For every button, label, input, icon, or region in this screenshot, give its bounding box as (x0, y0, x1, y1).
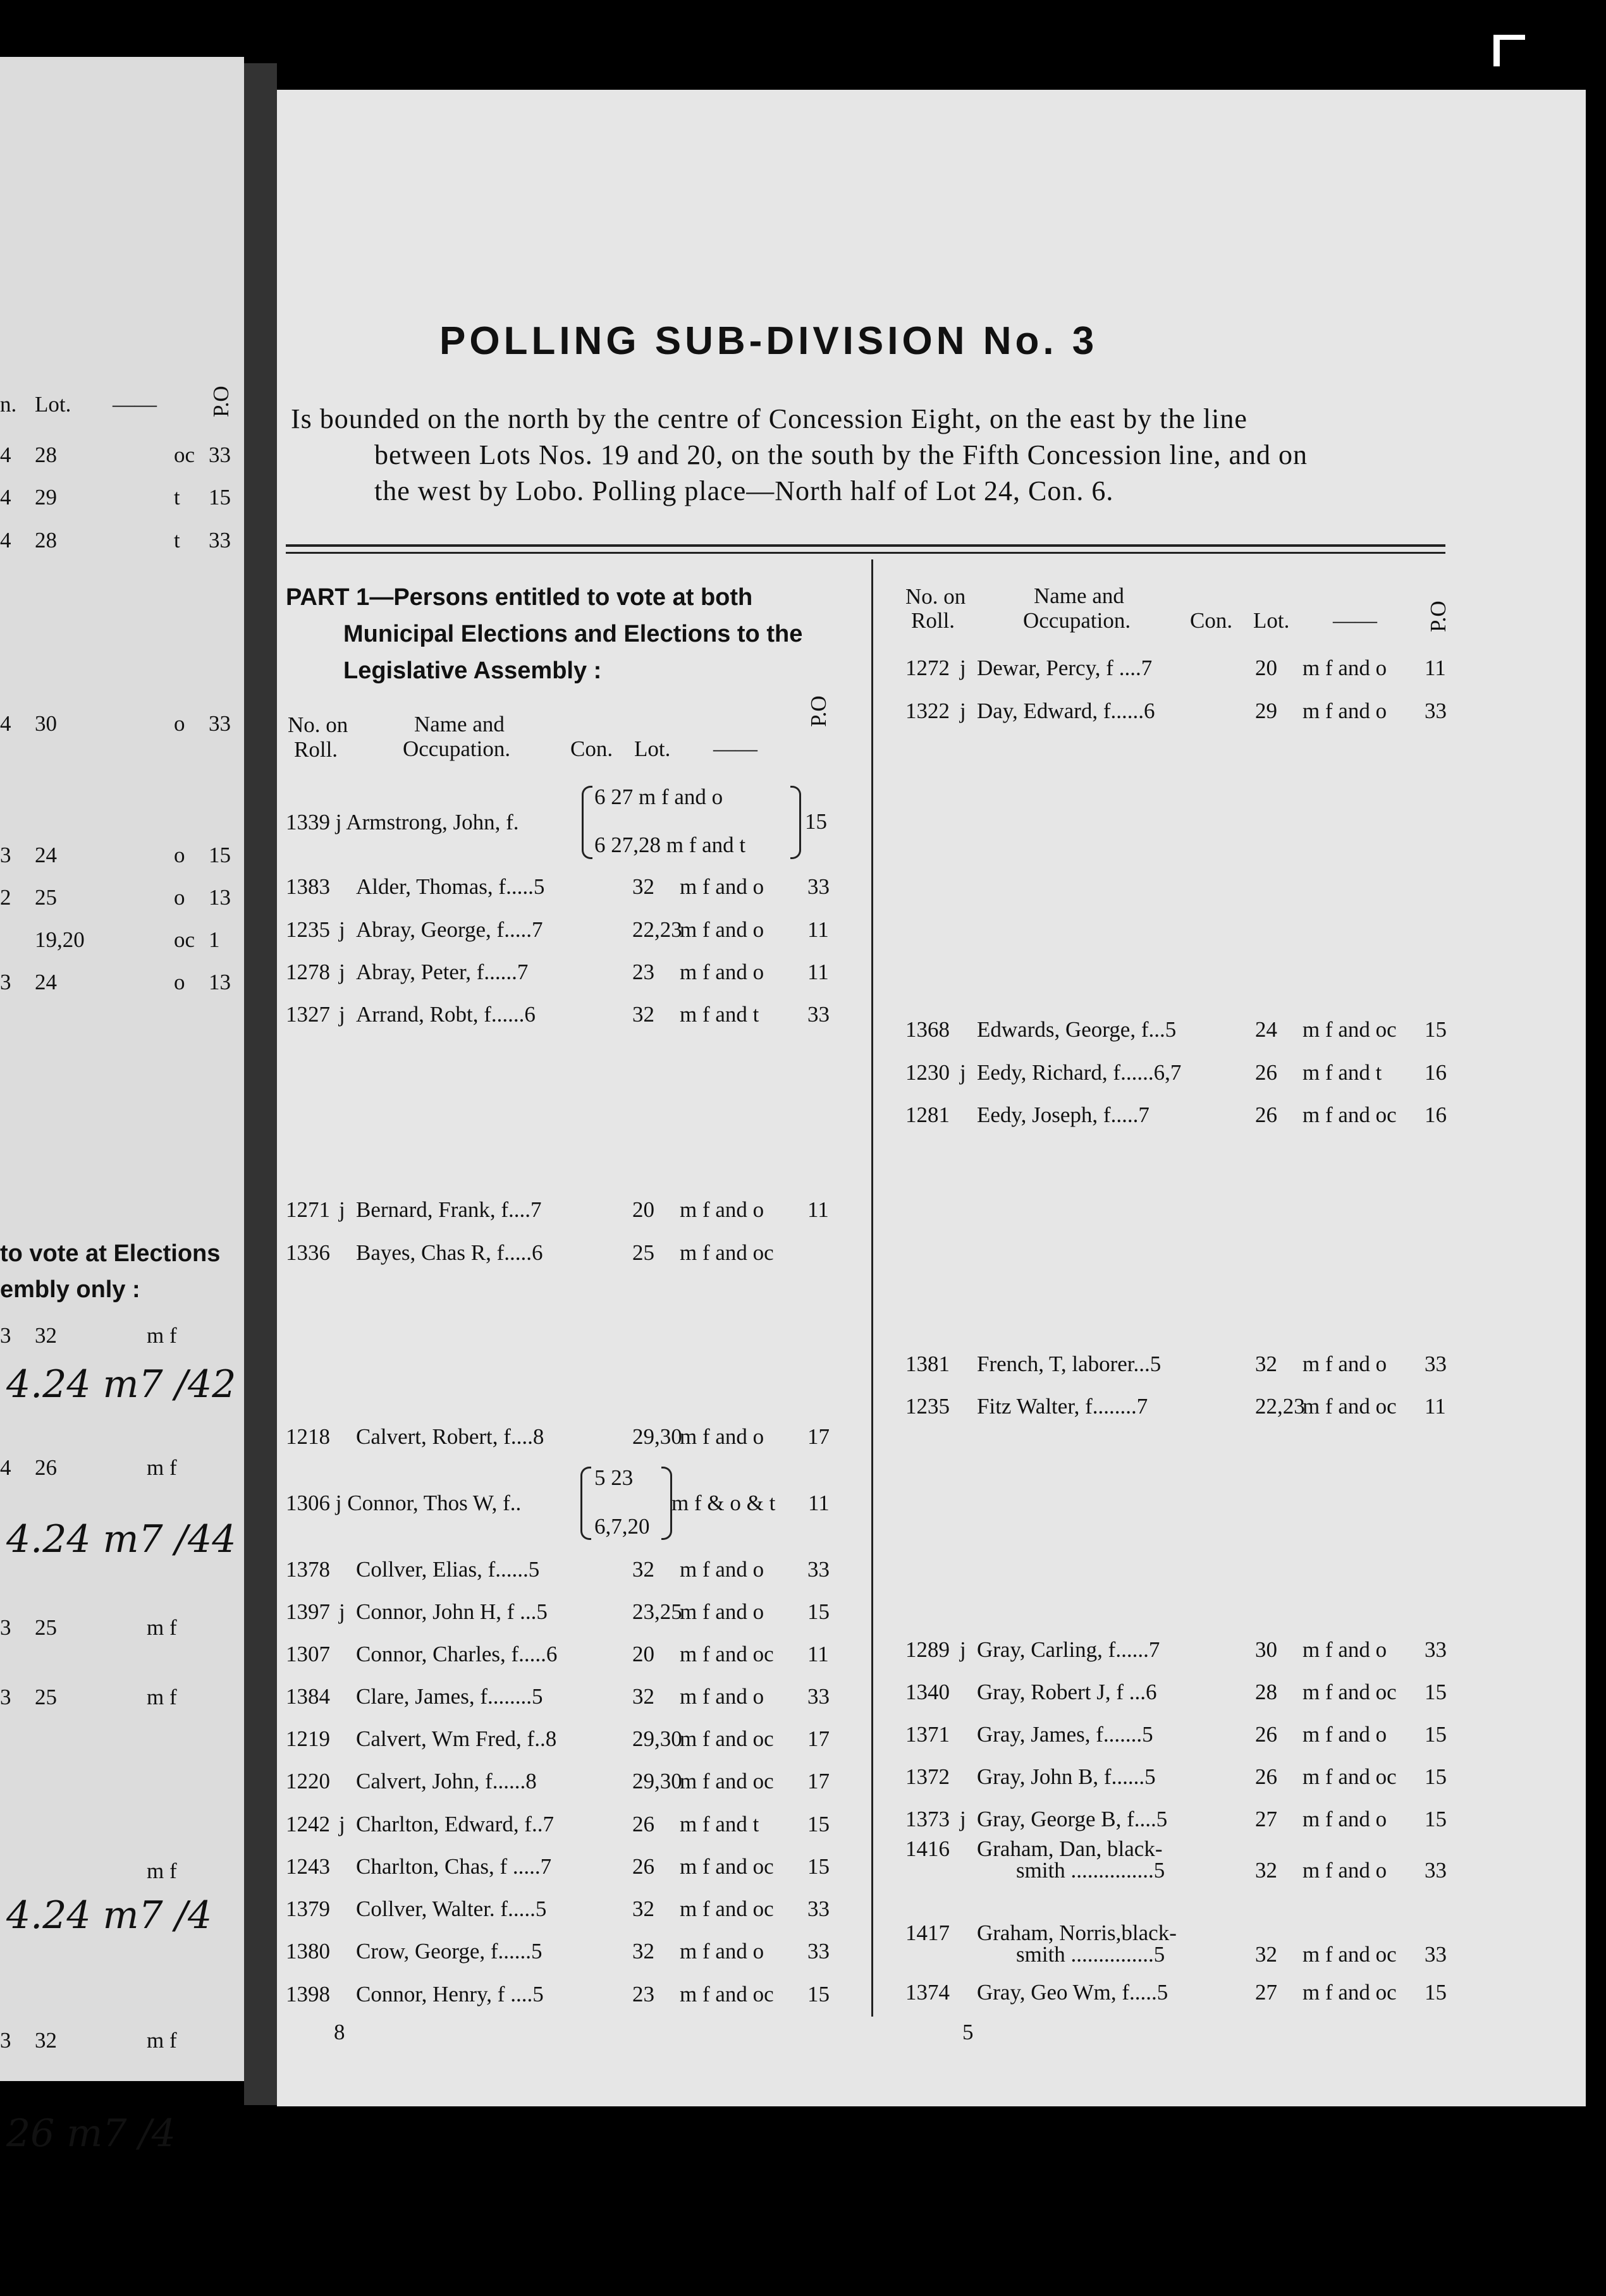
fragment-part2-line-1: to vote at Elections (0, 1240, 221, 1267)
roll-number: 1322 (905, 699, 950, 723)
qualification: m f and t (680, 1812, 759, 1836)
juror-mark: j (960, 699, 966, 723)
roll-number: 1378 (286, 1557, 330, 1582)
lot-number: 32 (1255, 1858, 1277, 1883)
post-office: 15 (1425, 1807, 1447, 1831)
fragment-con: 3 (0, 843, 11, 867)
fragment-lot: 28 (35, 443, 57, 467)
voter-name: Clare, James, f........5 (356, 1684, 543, 1709)
qualification: m f and o (1303, 656, 1387, 680)
fragment-po: 15 (209, 485, 231, 510)
voter-name: Gray, John B, f......5 (977, 1764, 1156, 1789)
roll-number: 1220 (286, 1769, 330, 1793)
voter-name: Collver, Walter. f.....5 (356, 1896, 547, 1921)
qualification: m f and oc (680, 1642, 774, 1666)
qualification: m f and o (1303, 699, 1387, 723)
post-office: 33 (807, 1684, 830, 1709)
voter-name: Gray, George B, f....5 (977, 1807, 1168, 1831)
post-office: 16 (1425, 1102, 1447, 1127)
roll-number: 1235 (905, 1394, 950, 1419)
qualification: m f and o (680, 917, 764, 942)
fragment-con: 4 (0, 528, 11, 553)
qualification: m f and oc (680, 1982, 774, 2006)
post-office: 33 (1425, 1352, 1447, 1376)
qualification: m f and oc (1303, 1102, 1397, 1127)
corner-mark-bar (1500, 35, 1525, 40)
lot-number: 29,30 (632, 1726, 682, 1751)
roll-number: 1242 (286, 1812, 330, 1836)
voter-name: Arrand, Robt, f......6 (356, 1002, 536, 1027)
right-page-number: 5 (962, 2020, 974, 2044)
voter-name: Eedy, Joseph, f.....7 (977, 1102, 1149, 1127)
armstrong-line-1: 6 27 m f and o (594, 785, 723, 809)
fragment-qual: t (174, 485, 180, 510)
fragment-po: 33 (209, 443, 231, 467)
qualification: m f and t (680, 1002, 759, 1027)
qualification: m f and o (1303, 1352, 1387, 1376)
qualification: m f and oc (1303, 1394, 1397, 1419)
post-office: 17 (807, 1424, 830, 1449)
lot-number: 24 (1255, 1017, 1277, 1042)
part1-heading-line-2: Municipal Elections and Elections to the (343, 621, 803, 647)
post-office: 17 (807, 1769, 830, 1793)
voter-name: Graham, Norris,black- (977, 1920, 1177, 1945)
juror-mark: j (339, 1812, 345, 1836)
juror-mark: j (339, 917, 345, 942)
roll-number: 1374 (905, 1980, 950, 2005)
voter-name: Dewar, Percy, f ....7 (977, 656, 1153, 680)
voter-name: Calvert, Wm Fred, f..8 (356, 1726, 557, 1751)
post-office: 15 (1425, 1680, 1447, 1704)
fragment-con: 3 (0, 1685, 11, 1709)
fragment-header-3: P.O (209, 386, 233, 417)
fragment-con: 4 (0, 711, 11, 736)
fragment-lot: 25 (35, 1685, 57, 1709)
header-po: P.O (806, 695, 831, 727)
connor-line-2: 6,7,20 (594, 1514, 650, 1539)
fragment-qual: oc (174, 443, 195, 467)
right-brace (790, 786, 801, 859)
post-office: 11 (1425, 656, 1446, 680)
juror-mark: j (339, 960, 345, 984)
fragment-con: 3 (0, 1323, 11, 1348)
post-office: 16 (1425, 1060, 1447, 1085)
fragment-qual: m f (147, 2028, 177, 2053)
qualification: m f and o (680, 874, 764, 899)
post-office: 33 (807, 874, 830, 899)
fragment-lot: 24 (35, 843, 57, 867)
handwritten-note: 4.24 m7 /4 (6, 1893, 212, 1938)
fragment-po: 1 (209, 927, 220, 952)
roll-number: 1381 (905, 1352, 950, 1376)
fragment-po: 13 (209, 970, 231, 994)
voter-name: Day, Edward, f......6 (977, 699, 1155, 723)
qualification: m f and oc (680, 1854, 774, 1879)
juror-mark: j (960, 1807, 966, 1831)
lot-number: 32 (632, 1002, 654, 1027)
lot-number: 29 (1255, 699, 1277, 723)
roll-number: 1235 (286, 917, 330, 942)
post-office: 33 (807, 1002, 830, 1027)
qualification: m f and o (1303, 1637, 1387, 1662)
intro-line-1: Is bounded on the north by the centre of Concession Eight, on the east by the line (291, 403, 1247, 434)
juror-mark: j (960, 656, 966, 680)
roll-number: 1383 (286, 874, 330, 899)
qualification: m f and oc (1303, 1980, 1397, 2005)
roll-number: 1336 (286, 1240, 330, 1265)
fragment-lot: 19,20 (35, 927, 85, 952)
fragment-po: 33 (209, 711, 231, 736)
fragment-qual: o (174, 843, 185, 867)
roll-number: 1327 (286, 1002, 330, 1027)
fragment-qual: o (174, 711, 185, 736)
post-office: 11 (807, 1197, 829, 1222)
header-roll: Roll. (911, 608, 955, 633)
fragment-con: 4 (0, 443, 11, 467)
handwritten-note: 4.24 m7 /44 (6, 1517, 236, 1561)
fragment-po: 13 (209, 885, 231, 910)
lot-number: 20 (1255, 656, 1277, 680)
lot-number: 20 (632, 1642, 654, 1666)
header-occupation: Occupation. (403, 736, 511, 761)
part1-heading-line-3: Legislative Assembly : (343, 657, 602, 684)
header-con: Con. (1190, 608, 1233, 633)
fragment-part2-line-2: embly only : (0, 1276, 140, 1303)
intro-line-2: between Lots Nos. 19 and 20, on the south by the Fifth Concession line, and on (374, 439, 1308, 470)
voter-name: French, T, laborer...5 (977, 1352, 1162, 1376)
voter-name: Connor, Charles, f.....6 (356, 1642, 558, 1666)
lot-number: 26 (1255, 1722, 1277, 1747)
lot-number: 23,25 (632, 1599, 682, 1624)
fragment-qual: o (174, 970, 185, 994)
fragment-con: 2 (0, 885, 11, 910)
handwritten-note: 26 m7 /4 (6, 2111, 176, 2156)
fragment-lot: 26 (35, 1455, 57, 1480)
voter-name: Calvert, Robert, f....8 (356, 1424, 544, 1449)
page-gutter (244, 63, 277, 2105)
lot-number: 25 (632, 1240, 654, 1265)
voter-name: Edwards, George, f...5 (977, 1017, 1177, 1042)
lot-number: 32 (632, 874, 654, 899)
header-po: P.O (1426, 601, 1450, 632)
post-office: 11 (807, 960, 829, 984)
header-no-on: No. on (905, 584, 966, 609)
qualification: m f and o (680, 960, 764, 984)
header-lot: Lot. (634, 736, 671, 761)
fragment-lot: 25 (35, 885, 57, 910)
voter-name: Fitz Walter, f........7 (977, 1394, 1148, 1419)
lot-number: 23 (632, 960, 654, 984)
voter-name: Charlton, Edward, f..7 (356, 1812, 554, 1836)
left-page-fragment (0, 57, 244, 2081)
roll-number: 1379 (286, 1896, 330, 1921)
voter-name: Eedy, Richard, f......6,7 (977, 1060, 1182, 1085)
voter-name: Crow, George, f......5 (356, 1939, 542, 1963)
fragment-qual: m f (147, 1323, 177, 1348)
lot-number: 26 (1255, 1060, 1277, 1085)
post-office: 11 (807, 1642, 829, 1666)
connor-line-1: 5 23 (594, 1465, 634, 1490)
left-page-number: 8 (334, 2020, 345, 2044)
roll-number: 1272 (905, 656, 950, 680)
connor-prefix: 1306 j Connor, Thos W, f.. (286, 1491, 522, 1515)
voter-name: Gray, James, f.......5 (977, 1722, 1153, 1747)
lot-number: 29,30 (632, 1424, 682, 1449)
fragment-qual: m f (147, 1615, 177, 1640)
voter-name: Collver, Elias, f......5 (356, 1557, 540, 1582)
roll-number: 1371 (905, 1722, 950, 1747)
header-lot: Lot. (1253, 608, 1290, 633)
qualification: m f and oc (1303, 1017, 1397, 1042)
header-name-and: Name and (414, 712, 505, 736)
fragment-lot: 28 (35, 528, 57, 553)
roll-number: 1271 (286, 1197, 330, 1222)
right-page (277, 90, 1586, 2106)
post-office: 33 (807, 1939, 830, 1963)
roll-number: 1340 (905, 1680, 950, 1704)
voter-name: Graham, Dan, black- (977, 1836, 1163, 1861)
qualification: m f and o (680, 1939, 764, 1963)
roll-number: 1218 (286, 1424, 330, 1449)
qualification: m f and o (1303, 1807, 1387, 1831)
voter-name: Abray, Peter, f......7 (356, 960, 529, 984)
lot-number: 28 (1255, 1680, 1277, 1704)
armstrong-line-2: 6 27,28 m f and t (594, 833, 746, 857)
qualification: m f and o (680, 1599, 764, 1624)
voter-occupation-cont: smith ...............5 (1016, 1858, 1165, 1883)
juror-mark: j (960, 1060, 966, 1085)
post-office: 11 (807, 917, 829, 942)
roll-number: 1398 (286, 1982, 330, 2006)
roll-number: 1417 (905, 1920, 950, 1945)
post-office: 15 (1425, 1764, 1447, 1789)
voter-name: Alder, Thomas, f.....5 (356, 874, 545, 899)
fragment-qual: m f (147, 1455, 177, 1480)
voter-name: Gray, Robert J, f ...6 (977, 1680, 1157, 1704)
post-office: 15 (807, 1982, 830, 2006)
fragment-con: 3 (0, 970, 11, 994)
fragment-qual: oc (174, 927, 195, 952)
voter-name: Bernard, Frank, f....7 (356, 1197, 542, 1222)
lot-number: 29,30 (632, 1769, 682, 1793)
header-roll: Roll. (294, 737, 338, 762)
qualification: m f and o (680, 1424, 764, 1449)
qualification: m f and oc (1303, 1680, 1397, 1704)
post-office: 15 (1425, 1980, 1447, 2005)
roll-number: 1281 (905, 1102, 950, 1127)
fragment-po: 15 (209, 843, 231, 867)
fragment-lot: 25 (35, 1615, 57, 1640)
qualification: m f and oc (680, 1726, 774, 1751)
lot-number: 26 (632, 1854, 654, 1879)
connor-po: 11 (808, 1491, 830, 1515)
voter-occupation-cont: smith ...............5 (1016, 1942, 1165, 1967)
voter-name: Charlton, Chas, f .....7 (356, 1854, 552, 1879)
roll-number: 1416 (905, 1836, 950, 1861)
qualification: m f and o (1303, 1722, 1387, 1747)
post-office: 33 (1425, 1637, 1447, 1662)
roll-number: 1397 (286, 1599, 330, 1624)
fragment-po: 33 (209, 528, 231, 553)
fragment-qual: m f (147, 1859, 177, 1883)
lot-number: 22,23 (1255, 1394, 1305, 1419)
voter-name: Gray, Carling, f......7 (977, 1637, 1160, 1662)
fragment-lot: 32 (35, 1323, 57, 1348)
roll-number: 1230 (905, 1060, 950, 1085)
fragment-qual: t (174, 528, 180, 553)
lot-number: 30 (1255, 1637, 1277, 1662)
qualification: m f and oc (680, 1896, 774, 1921)
roll-number: 1368 (905, 1017, 950, 1042)
fragment-lot: 24 (35, 970, 57, 994)
part1-heading-line-1: PART 1—Persons entitled to vote at both (286, 584, 753, 611)
header-con: Con. (570, 736, 613, 761)
lot-number: 22,23 (632, 917, 682, 942)
qualification: m f and o (680, 1684, 764, 1709)
fragment-con: 3 (0, 2028, 11, 2053)
post-office: 15 (807, 1599, 830, 1624)
fragment-qual: m f (147, 1685, 177, 1709)
post-office: 33 (1425, 1858, 1447, 1883)
fragment-lot: 30 (35, 711, 57, 736)
armstrong-po: 15 (805, 809, 827, 834)
juror-mark: j (960, 1637, 966, 1662)
lot-number: 26 (1255, 1764, 1277, 1789)
qualification: m f and t (1303, 1060, 1382, 1085)
lot-number: 23 (632, 1982, 654, 2006)
corner-mark (1493, 35, 1500, 66)
qualification: m f and o (680, 1557, 764, 1582)
roll-number: 1380 (286, 1939, 330, 1963)
handwritten-note: 4.24 m7 /42 (6, 1362, 236, 1407)
lot-number: 26 (1255, 1102, 1277, 1127)
lot-number: 27 (1255, 1980, 1277, 2005)
voter-name: Connor, Henry, f ....5 (356, 1982, 544, 2006)
lot-number: 27 (1255, 1807, 1277, 1831)
right-brace (661, 1467, 672, 1540)
roll-number: 1372 (905, 1764, 950, 1789)
intro-line-3: the west by Lobo. Polling place—North half of Lot 24, Con. 6. (374, 475, 1114, 506)
lot-number: 20 (632, 1197, 654, 1222)
header-dash: —— (713, 736, 757, 761)
voter-name: Bayes, Chas R, f.....6 (356, 1240, 543, 1265)
qualification: m f and oc (680, 1769, 774, 1793)
juror-mark: j (339, 1599, 345, 1624)
qualification: m f and o (1303, 1858, 1387, 1883)
header-occupation: Occupation. (1023, 608, 1131, 633)
juror-mark: j (339, 1197, 345, 1222)
armstrong-prefix: 1339 j Armstrong, John, f. (286, 810, 519, 834)
post-office: 33 (1425, 699, 1447, 723)
qualification: m f and oc (1303, 1764, 1397, 1789)
post-office: 33 (1425, 1942, 1447, 1967)
lot-number: 32 (1255, 1942, 1277, 1967)
roll-number: 1278 (286, 960, 330, 984)
lot-number: 32 (632, 1557, 654, 1582)
post-office: 11 (1425, 1394, 1446, 1419)
fragment-lot: 29 (35, 485, 57, 510)
lot-number: 32 (632, 1939, 654, 1963)
fragment-header-2: —— (113, 392, 157, 417)
fragment-con: 3 (0, 1615, 11, 1640)
page-title: POLLING SUB-DIVISION No. 3 (439, 319, 1098, 363)
header-dash: —— (1333, 608, 1377, 633)
post-office: 15 (807, 1812, 830, 1836)
lot-number: 32 (632, 1896, 654, 1921)
voter-name: Gray, Geo Wm, f.....5 (977, 1980, 1168, 2005)
qualification: m f and o (680, 1197, 764, 1222)
lot-number: 32 (632, 1684, 654, 1709)
roll-number: 1289 (905, 1637, 950, 1662)
roll-number: 1384 (286, 1684, 330, 1709)
post-office: 33 (807, 1896, 830, 1921)
fragment-con: 4 (0, 1455, 11, 1480)
voter-name: Abray, George, f.....7 (356, 917, 543, 942)
left-brace (580, 1467, 591, 1540)
double-rule-bottom (286, 552, 1445, 554)
roll-number: 1219 (286, 1726, 330, 1751)
post-office: 33 (807, 1557, 830, 1582)
voter-name: Calvert, John, f......8 (356, 1769, 537, 1793)
lot-number: 26 (632, 1812, 654, 1836)
post-office: 17 (807, 1726, 830, 1751)
qualification: m f and oc (680, 1240, 774, 1265)
roll-number: 1307 (286, 1642, 330, 1666)
header-no-on: No. on (288, 712, 348, 737)
qualification: m f and oc (1303, 1942, 1397, 1967)
voter-name: Connor, John H, f ...5 (356, 1599, 548, 1624)
fragment-lot: 32 (35, 2028, 57, 2053)
post-office: 15 (1425, 1017, 1447, 1042)
roll-number: 1373 (905, 1807, 950, 1831)
connor-qual: m f & o & t (671, 1491, 776, 1515)
fragment-header-0: n. (0, 392, 17, 417)
juror-mark: j (339, 1002, 345, 1027)
roll-number: 1243 (286, 1854, 330, 1879)
post-office: 15 (807, 1854, 830, 1879)
left-brace (582, 786, 592, 859)
double-rule-top (286, 544, 1445, 547)
lot-number: 32 (1255, 1352, 1277, 1376)
column-divider (871, 559, 873, 2017)
fragment-con: 4 (0, 485, 11, 510)
post-office: 15 (1425, 1722, 1447, 1747)
fragment-qual: o (174, 885, 185, 910)
header-name-and: Name and (1034, 583, 1124, 608)
fragment-header-1: Lot. (35, 392, 71, 417)
